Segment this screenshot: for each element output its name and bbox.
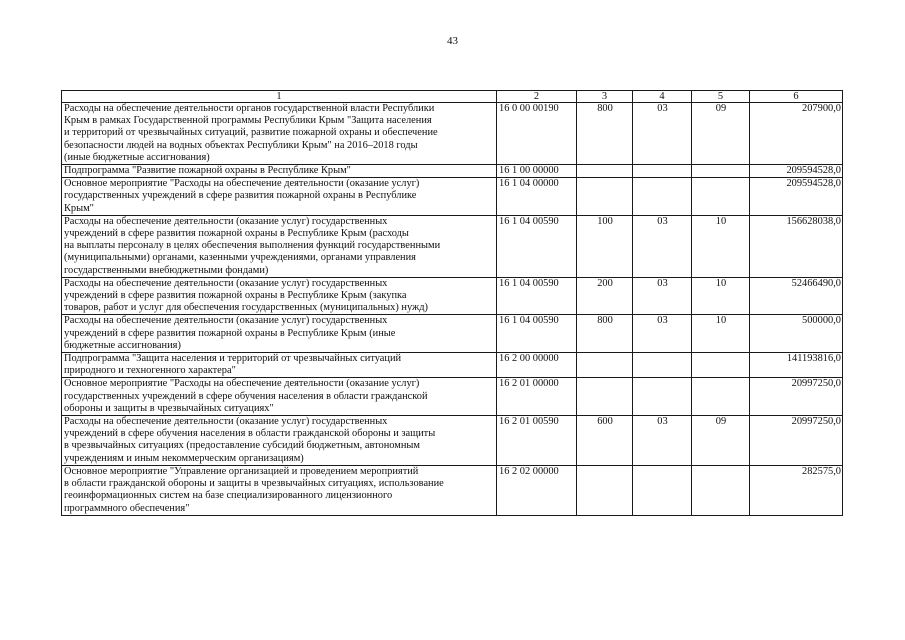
row-section: 03 — [633, 315, 692, 353]
row-code: 16 1 04 00590 — [497, 277, 577, 315]
row-subsection — [692, 165, 750, 178]
description-line: Основное мероприятие "Управление организацией и проведением мероприятий — [64, 465, 419, 477]
row-section — [633, 353, 692, 378]
table-row — [62, 178, 843, 216]
row-description — [62, 103, 497, 165]
row-amount: 207900,0 — [750, 103, 843, 165]
description-line: Подпрограмма "Защита населения и территорий от чрезвычайных ситуаций — [64, 353, 402, 365]
row-section: 03 — [633, 103, 692, 165]
row-description — [62, 215, 497, 277]
table-row — [62, 378, 843, 416]
description-line: государственными внебюджетными фондами) — [64, 264, 269, 276]
description-line: на выплаты персоналу в целях обеспечения выполнения функций государственными — [64, 240, 441, 252]
row-code: 16 1 04 00590 — [497, 315, 577, 353]
row-code: 16 2 02 00000 — [497, 465, 577, 515]
row-subsection: 09 — [692, 103, 750, 165]
row-expense-type: 200 — [577, 277, 633, 315]
row-section — [633, 465, 692, 515]
description-line: бюджетные ассигнования) — [64, 339, 181, 351]
row-amount: 156628038,0 — [750, 215, 843, 277]
header-cell-1: 1 — [62, 91, 497, 103]
row-description — [62, 465, 497, 515]
row-expense-type: 800 — [577, 103, 633, 165]
description-line: государственных учреждений в сфере развития пожарной охраны в Республике — [64, 190, 417, 202]
description-line: Расходы на обеспечение деятельности (оказание услуг) государственных — [64, 315, 388, 327]
header-row — [62, 91, 843, 103]
row-section — [633, 178, 692, 216]
row-expense-type — [577, 378, 633, 416]
description-line: геоинформационных систем на базе специализированного лицензионного — [64, 490, 393, 502]
description-line: Основное мероприятие "Расходы на обеспечение деятельности (оказание услуг) — [64, 178, 420, 190]
row-expense-type — [577, 178, 633, 216]
row-description — [62, 277, 497, 315]
description-line: товаров, работ и услуг для обеспечения государственных (муниципальных) нужд) — [64, 302, 428, 314]
table-row — [62, 465, 843, 515]
header-cell-2: 2 — [497, 91, 577, 103]
row-description — [62, 353, 497, 378]
row-subsection — [692, 378, 750, 416]
row-amount: 141193816,0 — [750, 353, 843, 378]
description-line: учреждениям и иным некоммерческим организациям) — [64, 452, 304, 464]
row-amount: 20997250,0 — [750, 416, 843, 466]
description-line: природного и техногенного характера" — [64, 365, 236, 377]
row-description — [62, 416, 497, 466]
table-row — [62, 103, 843, 165]
row-expense-type: 600 — [577, 416, 633, 466]
row-amount: 209594528,0 — [750, 178, 843, 216]
row-section: 03 — [633, 416, 692, 466]
row-subsection: 10 — [692, 315, 750, 353]
row-expense-type — [577, 165, 633, 178]
row-amount: 20997250,0 — [750, 378, 843, 416]
description-line: (иные бюджетные ассигнования) — [64, 151, 210, 163]
row-code: 16 1 04 00590 — [497, 215, 577, 277]
description-line: обороны и защиты в чрезвычайных ситуациях" — [64, 402, 274, 414]
description-line: безопасности людей на водных объектах Республики Крым" на 2016–2018 годы — [64, 139, 418, 151]
description-line: в области гражданской обороны и защиты в чрезвычайных ситуациях, использование — [64, 478, 444, 490]
page-number: 43 — [447, 35, 458, 47]
row-description — [62, 378, 497, 416]
row-section: 03 — [633, 215, 692, 277]
row-section — [633, 378, 692, 416]
row-description — [62, 315, 497, 353]
row-code: 16 0 00 00190 — [497, 103, 577, 165]
description-line: государственных учреждений в сфере обучения населения в области гражданской — [64, 390, 428, 402]
header-cell-4: 4 — [633, 91, 692, 103]
table-row — [62, 165, 843, 178]
table-row — [62, 315, 843, 353]
table-row — [62, 277, 843, 315]
description-line: программного обеспечения" — [64, 502, 190, 514]
description-line: и территорий от чрезвычайных ситуаций, развитие пожарной охраны и обеспечение — [64, 127, 438, 139]
row-code: 16 2 00 00000 — [497, 353, 577, 378]
row-expense-type: 800 — [577, 315, 633, 353]
table-row — [62, 416, 843, 466]
row-subsection: 10 — [692, 215, 750, 277]
description-line: Крым в рамках Государственной программы Республики Крым "Защита населения — [64, 115, 432, 127]
description-line: учреждений в сфере развития пожарной охраны в Республике Крым (закупка — [64, 290, 407, 302]
row-subsection — [692, 353, 750, 378]
description-line: Основное мероприятие "Расходы на обеспечение деятельности (оказание услуг) — [64, 378, 420, 390]
row-amount: 500000,0 — [750, 315, 843, 353]
description-line: Расходы на обеспечение деятельности (оказание услуг) государственных — [64, 277, 388, 289]
row-amount: 282575,0 — [750, 465, 843, 515]
table-row — [62, 215, 843, 277]
description-line: Расходы на обеспечение деятельности органов государственной власти Республики — [64, 103, 435, 114]
description-line: Расходы на обеспечение деятельности (оказание услуг) государственных — [64, 215, 388, 227]
description-line: учреждений в сфере развития пожарной охраны в Республике Крым (расходы — [64, 228, 409, 240]
header-cell-5: 5 — [692, 91, 750, 103]
description-line: Подпрограмма "Развитие пожарной охраны в Республике Крым" — [64, 165, 351, 177]
table-body — [62, 103, 843, 516]
row-subsection — [692, 178, 750, 216]
description-line: учреждений в сфере развития пожарной охраны в Республике Крым (иные — [64, 327, 396, 339]
table-row — [62, 353, 843, 378]
description-line: Крым" — [64, 202, 94, 214]
row-section: 03 — [633, 277, 692, 315]
description-line: (муниципальными) органами, казенными учреждениями, органами управления — [64, 252, 416, 264]
row-code: 16 1 04 00000 — [497, 178, 577, 216]
header-cell-3: 3 — [577, 91, 633, 103]
row-amount: 52466490,0 — [750, 277, 843, 315]
row-expense-type — [577, 353, 633, 378]
row-description — [62, 165, 497, 178]
row-subsection — [692, 465, 750, 515]
row-expense-type — [577, 465, 633, 515]
row-code: 16 2 01 00590 — [497, 416, 577, 466]
row-subsection: 09 — [692, 416, 750, 466]
budget-table — [61, 90, 843, 516]
description-line: в чрезвычайных ситуациях (предоставление субсидий бюджетным, автономным — [64, 440, 420, 452]
row-amount: 209594528,0 — [750, 165, 843, 178]
row-code: 16 1 00 00000 — [497, 165, 577, 178]
row-code: 16 2 01 00000 — [497, 378, 577, 416]
row-section — [633, 165, 692, 178]
row-description — [62, 178, 497, 216]
header-cell-6: 6 — [750, 91, 843, 103]
description-line: учреждений в сфере обучения населения в области гражданской обороны и защиты — [64, 428, 436, 440]
row-subsection: 10 — [692, 277, 750, 315]
description-line: Расходы на обеспечение деятельности (оказание услуг) государственных — [64, 416, 388, 428]
row-expense-type: 100 — [577, 215, 633, 277]
